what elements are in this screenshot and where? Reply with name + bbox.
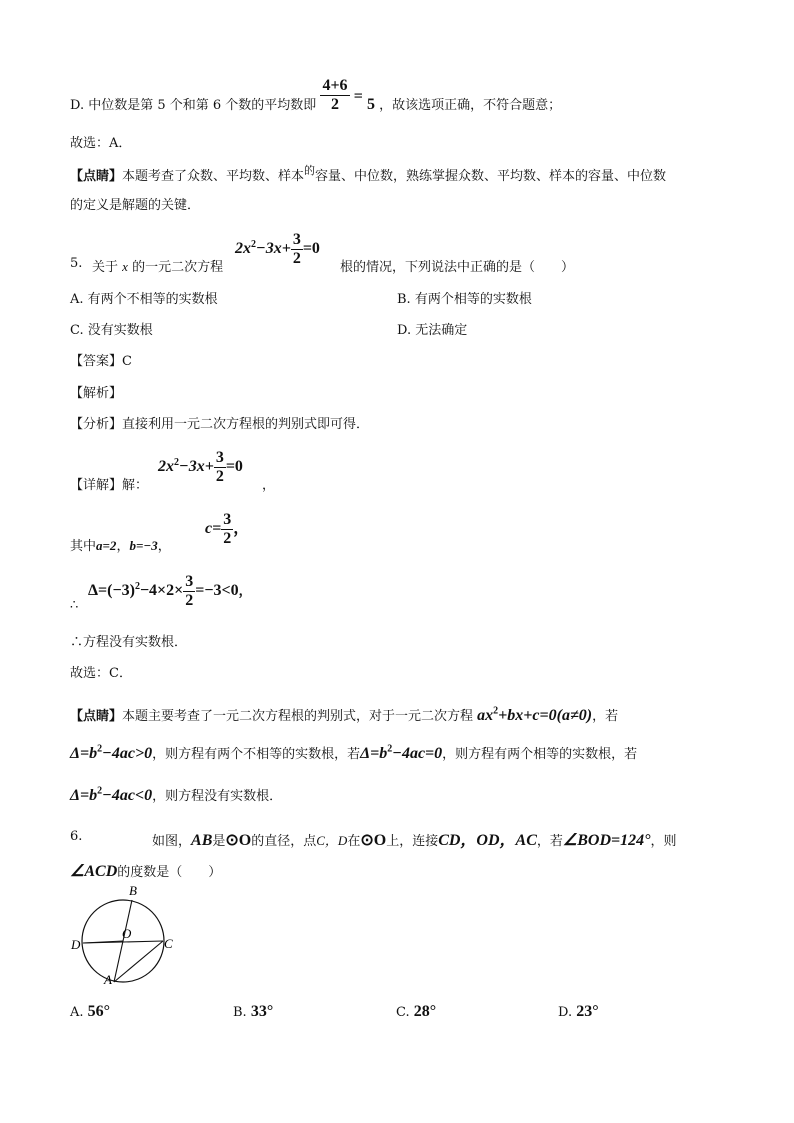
- label-d: D: [71, 937, 81, 952]
- delta-end: ，: [238, 583, 252, 599]
- q5-comment-text: 本题主要考查了一元二次方程根的判别式，对于一元二次方程: [122, 709, 474, 724]
- eq-fraction: [291, 232, 303, 267]
- q6-text-f: ，若: [536, 834, 563, 849]
- comment-text-b: 容量、中位数，熟练掌握众数、平均数、样本的容量、中位数: [315, 169, 667, 184]
- q6-text-a: 如图，: [152, 834, 192, 849]
- q6-angle-bod: ∠BOD=124°: [562, 832, 651, 849]
- q6-circle2: ⊙O: [360, 832, 387, 849]
- delta-den: 2: [185, 592, 194, 609]
- detail-eq-mid: −3x+: [179, 458, 214, 476]
- q5-comment-line1: [70, 705, 618, 725]
- q6-option-d: [558, 1003, 599, 1021]
- delta-expression: $\Delta=(-3)^2-4\times 2\times$ $\frac{3}{2}$ =−3<0，: [88, 573, 252, 609]
- case2-b: −4ac=0: [392, 745, 443, 762]
- q6-option-a-label: A.: [70, 1005, 84, 1020]
- coeff-c-lhs: c=: [205, 520, 222, 538]
- fraction: [320, 78, 349, 113]
- q6-option-c: [396, 1003, 436, 1021]
- q6-points: C，D: [316, 833, 348, 848]
- q5-select: 故选：C．: [70, 666, 132, 681]
- coeff-c-num: 3: [223, 511, 232, 528]
- q5-comment-line2: [70, 743, 637, 763]
- q6-segs: CD，OD，AC: [438, 832, 537, 849]
- q6-option-c-label: C.: [396, 1005, 410, 1020]
- fenxi-text: 直接利用一元二次方程根的判别式即可得．: [122, 417, 370, 432]
- detail-label: 【详解】解：: [70, 478, 149, 493]
- q6-option-c-value: 28°: [413, 1003, 437, 1020]
- label-a: A: [104, 972, 112, 987]
- delta-rhs: =−3<0: [195, 582, 239, 600]
- case3-a: Δ=b: [70, 787, 98, 804]
- detail-eq-fraction: [214, 450, 226, 485]
- q5-option-d: D. 无法确定: [397, 323, 468, 338]
- label-c: C: [164, 936, 173, 951]
- q6-option-b: [233, 1003, 273, 1021]
- coeff-c-end: ，: [233, 520, 250, 538]
- q5-option-b: B. 有两个相等的实数根: [397, 292, 532, 307]
- detail-eq-rhs: =0: [225, 458, 243, 476]
- delta-mid: −4×2×: [139, 582, 184, 600]
- q5-option-a: A. 有两个不相等的实数根: [70, 292, 218, 307]
- delta-fraction: [183, 574, 195, 609]
- q5-equation: $2x^2-3x+$ $\frac{3}{2}$ =0: [235, 231, 320, 267]
- q6-text-c: 的直径，点: [251, 834, 317, 849]
- fraction-numerator: 4+6: [322, 77, 348, 94]
- q6-option-a: [70, 1003, 110, 1021]
- detail-comma: ，: [262, 478, 276, 493]
- q5-option-c: C. 没有实数根: [70, 323, 153, 338]
- comment-small-char: 的: [304, 164, 316, 177]
- fenxi-label: 【分析】: [70, 417, 123, 432]
- eq-lhs: 2x: [235, 240, 251, 258]
- fraction-denominator: 2: [331, 96, 339, 113]
- coeff-c: [205, 512, 249, 547]
- comment-prev-line1: [70, 165, 666, 184]
- q6-number: 6.: [70, 829, 83, 844]
- equals-sign: =: [353, 88, 363, 105]
- q6-text-d: 在: [347, 834, 361, 849]
- detail-eq-num: 3: [215, 449, 224, 466]
- eq-den: 2: [292, 250, 301, 267]
- q6-text-line1: [152, 827, 677, 850]
- detail-eq-den: 2: [215, 468, 224, 485]
- q6-text-line2: [70, 861, 221, 881]
- case2-text: ，则方程有两个相等的实数根，若: [442, 747, 638, 762]
- q6-option-b-label: B.: [233, 1005, 247, 1020]
- q5-analysis: 【解析】: [70, 386, 123, 401]
- coeff-c-fraction: [221, 512, 233, 547]
- q5-text-a: 关于: [92, 260, 119, 275]
- case1-expr: $\Delta=b^2-4ac>0$: [70, 743, 153, 762]
- label-b: B: [129, 883, 137, 898]
- option-d-line: [70, 77, 562, 123]
- q5-number: 5.: [70, 256, 83, 271]
- q5-conclusion: ∴方程没有实数根．: [70, 635, 188, 650]
- option-d-result: 5: [366, 96, 375, 113]
- eq-num: 3: [292, 231, 301, 248]
- q5-text: [92, 256, 223, 275]
- q5-comment-label: 【点睛】: [70, 709, 123, 724]
- case1-a: Δ=b: [70, 745, 98, 762]
- delta-num: 3: [185, 573, 194, 590]
- label-o: O: [122, 926, 132, 941]
- case3-expr: $\Delta=b^2-4ac<0$: [70, 785, 153, 804]
- delta-paren: (−3): [107, 582, 135, 600]
- circle-figure: [60, 880, 190, 990]
- q6-option-b-value: 33°: [250, 1003, 274, 1020]
- case1-b: −4ac>0: [102, 745, 153, 762]
- general-eq-b: +bx+c=0: [498, 707, 557, 724]
- q5-text-b: 的一元二次方程: [132, 260, 224, 275]
- detail-equation: $2x^2-3x+$ $\frac{3}{2}$ =0: [158, 449, 243, 485]
- coeffs-prefix: 其中: [70, 539, 97, 554]
- answer-prev: 故选：A．: [70, 136, 132, 151]
- q6-circle: ⊙O: [225, 832, 252, 849]
- coeffs-sep2: ，: [157, 539, 171, 554]
- option-d-suffix: ，故该选项正确，不符合题意；: [379, 98, 562, 113]
- comment-text-a: 本题考查了众数、平均数、样本: [122, 169, 305, 184]
- q5-text-c: 根的情况，下列说法中正确的是（ ）: [340, 260, 575, 275]
- delta-lhs: Δ=: [88, 582, 108, 600]
- q5-var-x: x: [122, 259, 128, 274]
- case2-a: Δ=b: [360, 745, 388, 762]
- therefore-symbol: ∴: [70, 598, 79, 613]
- q6-option-d-label: D.: [558, 1005, 573, 1020]
- q5-comment-line3: [70, 785, 282, 805]
- case3-text: ，则方程没有实数根．: [152, 789, 283, 804]
- q6-text-h: 的度数是（ ）: [117, 865, 222, 880]
- q6-angle-acd: ∠ACD: [70, 863, 118, 880]
- coeff-b: b=−3: [129, 538, 158, 553]
- detail-eq-lhs: 2x: [158, 458, 174, 476]
- option-d-prefix: D. 中位数是第 5 个和第 6 个数的平均数即: [70, 98, 317, 113]
- q5-fenxi: [70, 413, 369, 432]
- general-equation: $ax^2+bx+c=0(a\ne 0)$: [477, 705, 593, 724]
- q5-answer: 【答案】C: [70, 354, 132, 369]
- q6-option-a-value: 56°: [87, 1003, 111, 1020]
- q5-comment-line1-end: ，若: [592, 709, 619, 724]
- comment-prev-line2: 的定义是解题的关键．: [70, 198, 201, 213]
- case2-expr: $\Delta=b^2-4ac=0$: [360, 743, 443, 762]
- q6-text-e: 上，连接: [386, 834, 439, 849]
- case3-b: −4ac<0: [102, 787, 153, 804]
- coeffs-line: [70, 535, 171, 554]
- q6-ab: AB: [191, 832, 213, 849]
- eq-mid: −3x+: [256, 240, 291, 258]
- comment-label: 【点睛】: [70, 169, 123, 184]
- q6-text-g: ，则: [650, 834, 677, 849]
- coeff-c-den: 2: [223, 530, 232, 547]
- coeffs-sep1: ，: [116, 539, 130, 554]
- eq-rhs: =0: [302, 240, 320, 258]
- case1-text: ，则方程有两个不相等的实数根，若: [152, 747, 361, 762]
- general-eq-a: ax: [477, 707, 494, 724]
- coeff-a: a=2: [96, 538, 117, 553]
- q6-option-d-value: 23°: [576, 1003, 599, 1020]
- q6-text-b: 是: [212, 834, 226, 849]
- general-eq-cond: (a≠0): [556, 707, 593, 724]
